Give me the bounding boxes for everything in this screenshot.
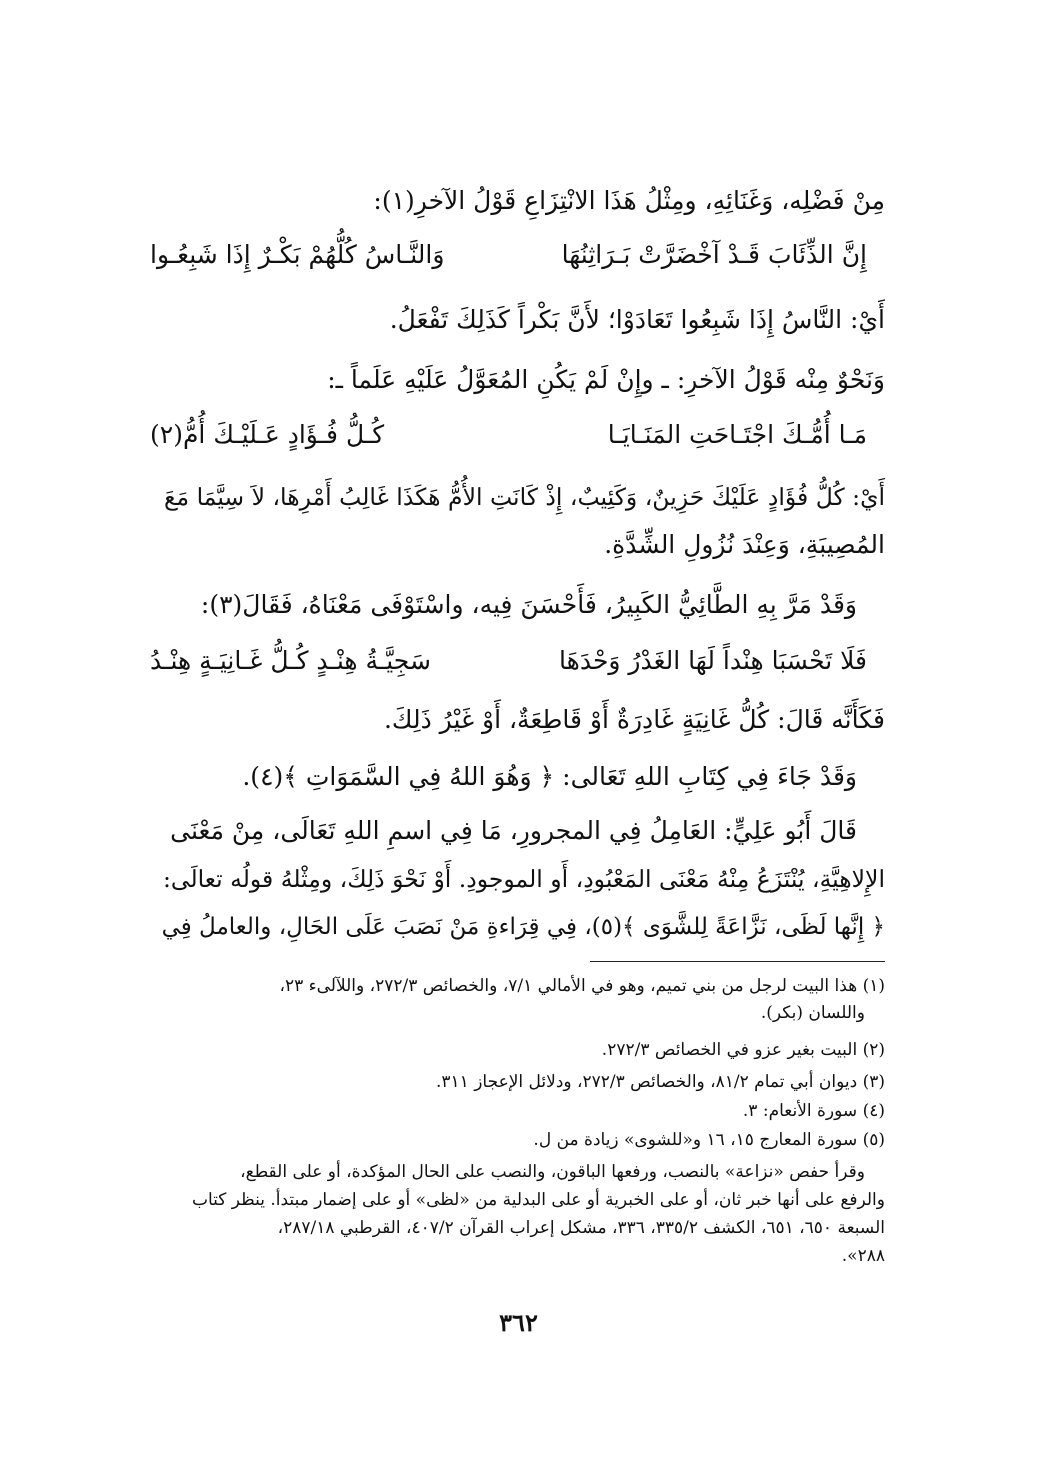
footnote-5-continued: وقرأ حفص «نزاعة» بالنصب، ورفعها الباقون، والنصب على الحال المؤكدة، أو على القطع، — [240, 1162, 865, 1182]
main-text — [150, 0, 885, 960]
verse-2-first-hemistich: مَـا أُمُّـكَ اجْتَـاحَتِ المَنَـايَـا — [607, 420, 867, 449]
footnote-5-continued: ٢٨٨». — [841, 1246, 885, 1266]
footnote-divider — [590, 961, 885, 962]
text-line: أَيْ: النَّاسُ إِذَا شَبِعُوا تَعَادَوْا؛ لأَنَّ بَكْراً كَذَلِكَ تَفْعَلُ. — [389, 305, 885, 334]
text-line: مِنْ فَضْلِه، وَغَنَائِهِ، ومِثْلُ هَذَا الانْتِزَاعِ قَوْلُ الآخرِ(١): — [373, 186, 885, 215]
footnote-4: (٤) سورة الأنعام: ٣. — [742, 1101, 885, 1121]
text-line: وَقَدْ جَاءَ فِي كِتَابِ اللهِ تَعَالى: ﴿ وَهُوَ اللهُ فِي السَّمَوَاتِ ﴾(٤). — [242, 762, 857, 791]
verse-3-second-hemistich: سَجِيَّـةُ هِنْـدٍ كُـلُّ غَـانِيَـةٍ هِنْـدُ — [150, 646, 431, 675]
footnote-3: (٣) ديوان أبي تمام ٨١/٢، والخصائص ٢٧٢/٣، ودلائل الإعجاز ٣١١. — [435, 1072, 885, 1092]
text-line: وَقَدْ مَرَّ بِهِ الطَّائِيُّ الكَبِيرُ، فَأَحْسَنَ فِيه، واسْتَوْفَى مَعْنَاهُ، فَقَالَ(٣): — [200, 590, 857, 619]
footnote-5-continued: والرفع على أنها خبر ثان، أو على الخبرية أو على البدلية من «لظى» أو على إضمار مبتدأ. ينظر كتاب — [191, 1190, 885, 1210]
footnote-2: (٢) البيت بغير عزو في الخصائص ٢٧٢/٣. — [601, 1040, 885, 1060]
footnote-1: (١) هذا البيت لرجل من بني تميم، وهو في الأمالي ٧/١، والخصائص ٢٧٢/٣، واللآلىء ٢٣، — [279, 976, 885, 996]
text-line: أَيْ: كُلُّ فُؤَادٍ عَلَيْكَ حَزِينٌ، وَكَئِيبٌ، إِذْ كَانَتِ الأُمُّ هَكَذَا غَالِبُ أَمْرِهَا، لاَ سِيَّمَا مَعَ — [164, 483, 885, 511]
text-line: ﴿ إِنَّها لَظَى، نَزَّاعَةً لِلشَّوَى ﴾(٥)، فِي قِرَاءةِ مَنْ نَصَبَ عَلَى الحَالِ، والعاملُ فِي — [161, 914, 885, 940]
footnote-1-continued: واللسان (بكر). — [760, 1003, 865, 1023]
verse-1-first-hemistich: إِنَّ الذِّئَابَ قَـدْ آخْضَرَّتْ بَـرَاثِنُهَا — [561, 240, 867, 269]
text-line: فَكَأَنَّه قَالَ: كُلُّ غَانِيَةٍ غَادِرَةٌ أَوْ قَاطِعَةٌ، أَوْ غَيْرُ ذَلِكَ. — [383, 705, 885, 734]
verse-3-first-hemistich: فَلَا تَحْسَبَا هِنْداً لَهَا الغَدْرُ وَحْدَهَا — [559, 646, 867, 675]
text-line: قَالَ أَبُو عَلِيٍّ: العَامِلُ فِي المجرورِ، مَا فِي اسمِ اللهِ تَعَالَى، مِنْ مَعْنَى — [170, 816, 857, 845]
text-line: الإِلاهِيَّةِ، يُنْتَزَعُ مِنْهُ مَعْنَى المَعْبُودِ، أَو الموجودِ. أَوْ نَحْوَ ذَلِكَ، ومِثْلهُ قولُه تعالَى: — [162, 865, 885, 893]
page-number: ٣٦٢ — [499, 1308, 538, 1337]
footnote-5-continued: السبعة ٦٥٠، ٦٥١، الكشف ٣٣٥/٢، ٣٣٦، مشكل إعراب القرآن ٤٠٧/٢، القرطبي ٢٨٧/١٨، — [277, 1218, 885, 1238]
text-line: وَنَحْوٌ مِنْه قَوْلُ الآخرِ: ـ وإِنْ لَمْ يَكُنِ المُعَوَّلُ عَلَيْهِ عَلَماً ـ: — [327, 365, 885, 394]
verse-2-second-hemistich: كُـلُّ فُـؤَادٍ عَـلَيْـكَ أُمُّ(٢) — [150, 420, 385, 449]
verse-1-second-hemistich: وَالنَّـاسُ كُلُّهُمْ بَكْـرٌ إِذَا شَبِعُـوا — [150, 240, 445, 269]
text-line: المُصِيبَةِ، وَعِنْدَ نُزُولِ الشِّدَّةِ. — [604, 530, 885, 559]
footnote-5: (٥) سورة المعارج ١٥، ١٦ و«للشوى» زيادة من ل. — [533, 1130, 885, 1150]
